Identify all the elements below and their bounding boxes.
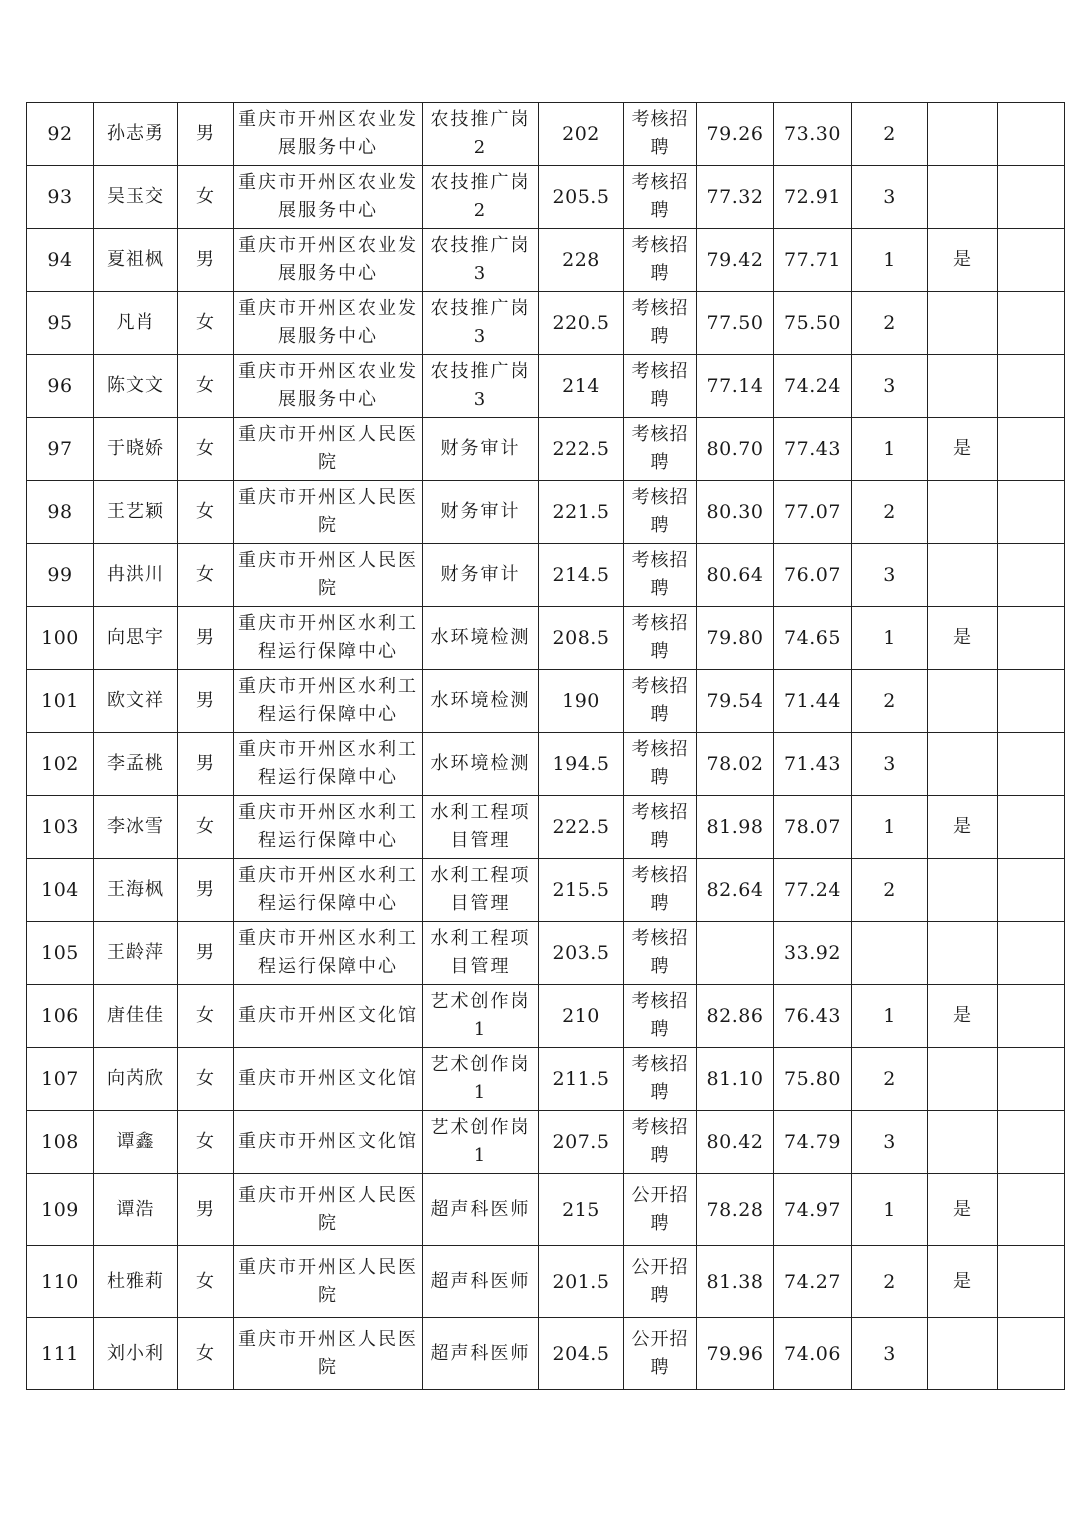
cell-gender: 女 [178, 166, 234, 229]
cell-post: 农技推广岗 3 [423, 292, 539, 355]
cell-recruit-method: 考核招聘 [624, 1111, 697, 1174]
cell-recruit-method: 考核招聘 [624, 733, 697, 796]
table-row [27, 670, 1065, 733]
cell-total-score: 76.43 [774, 985, 852, 1048]
cell-remark [998, 418, 1065, 481]
cell-interview-score: 79.80 [697, 607, 774, 670]
table-row [27, 103, 1065, 166]
cell-rank: 2 [852, 859, 928, 922]
cell-total-score: 78.07 [774, 796, 852, 859]
cell-total-score: 75.80 [774, 1048, 852, 1111]
cell-rank: 1 [852, 985, 928, 1048]
cell-post: 农技推广岗 3 [423, 355, 539, 418]
cell-interview-score [697, 922, 774, 985]
cell-recruit-method: 考核招聘 [624, 544, 697, 607]
cell-name: 夏祖枫 [94, 229, 178, 292]
cell-interview-score: 81.10 [697, 1048, 774, 1111]
cell-gender: 男 [178, 103, 234, 166]
cell-total-score: 74.97 [774, 1174, 852, 1246]
cell-physical-exam [928, 103, 998, 166]
cell-post: 财务审计 [423, 418, 539, 481]
cell-unit: 重庆市开州区人民医院 [234, 1174, 423, 1246]
cell-physical-exam [928, 733, 998, 796]
cell-recruit-method: 考核招聘 [624, 1048, 697, 1111]
cell-interview-score: 79.96 [697, 1318, 774, 1390]
cell-written-score: 214.5 [539, 544, 624, 607]
cell-gender: 女 [178, 1111, 234, 1174]
cell-interview-score: 82.86 [697, 985, 774, 1048]
cell-name: 谭鑫 [94, 1111, 178, 1174]
cell-gender: 男 [178, 922, 234, 985]
cell-total-score: 75.50 [774, 292, 852, 355]
cell-number: 98 [27, 481, 94, 544]
cell-post: 水利工程项目管理 [423, 922, 539, 985]
cell-post: 财务审计 [423, 544, 539, 607]
cell-rank: 2 [852, 1246, 928, 1318]
cell-recruit-method: 考核招聘 [624, 166, 697, 229]
cell-remark [998, 103, 1065, 166]
cell-interview-score: 79.54 [697, 670, 774, 733]
cell-interview-score: 77.32 [697, 166, 774, 229]
cell-gender: 女 [178, 418, 234, 481]
cell-written-score: 214 [539, 355, 624, 418]
cell-total-score: 71.43 [774, 733, 852, 796]
cell-written-score: 222.5 [539, 796, 624, 859]
cell-gender: 女 [178, 355, 234, 418]
cell-name: 王海枫 [94, 859, 178, 922]
cell-name: 向芮欣 [94, 1048, 178, 1111]
cell-physical-exam [928, 859, 998, 922]
cell-physical-exam [928, 292, 998, 355]
cell-number: 94 [27, 229, 94, 292]
cell-number: 109 [27, 1174, 94, 1246]
cell-total-score: 71.44 [774, 670, 852, 733]
cell-gender: 男 [178, 859, 234, 922]
cell-interview-score: 77.50 [697, 292, 774, 355]
cell-recruit-method: 公开招聘 [624, 1246, 697, 1318]
cell-post: 水环境检测 [423, 607, 539, 670]
cell-recruit-method: 考核招聘 [624, 922, 697, 985]
cell-remark [998, 229, 1065, 292]
cell-written-score: 228 [539, 229, 624, 292]
cell-total-score: 74.06 [774, 1318, 852, 1390]
cell-written-score: 207.5 [539, 1111, 624, 1174]
table-row [27, 859, 1065, 922]
cell-remark [998, 1318, 1065, 1390]
cell-interview-score: 80.42 [697, 1111, 774, 1174]
cell-written-score: 201.5 [539, 1246, 624, 1318]
cell-written-score: 211.5 [539, 1048, 624, 1111]
cell-rank: 2 [852, 670, 928, 733]
cell-recruit-method: 考核招聘 [624, 607, 697, 670]
table-row [27, 292, 1065, 355]
cell-post: 超声科医师 [423, 1246, 539, 1318]
cell-physical-exam [928, 922, 998, 985]
cell-recruit-method: 公开招聘 [624, 1174, 697, 1246]
cell-gender: 男 [178, 229, 234, 292]
cell-interview-score: 79.26 [697, 103, 774, 166]
cell-physical-exam [928, 355, 998, 418]
cell-rank: 3 [852, 1318, 928, 1390]
cell-total-score: 73.30 [774, 103, 852, 166]
cell-written-score: 194.5 [539, 733, 624, 796]
table-body [27, 103, 1065, 1390]
cell-gender: 女 [178, 985, 234, 1048]
cell-physical-exam: 是 [928, 796, 998, 859]
cell-total-score: 77.43 [774, 418, 852, 481]
cell-number: 104 [27, 859, 94, 922]
table-row [27, 796, 1065, 859]
cell-physical-exam: 是 [928, 418, 998, 481]
cell-total-score: 72.91 [774, 166, 852, 229]
cell-rank: 3 [852, 544, 928, 607]
cell-post: 水利工程项目管理 [423, 796, 539, 859]
cell-number: 93 [27, 166, 94, 229]
cell-interview-score: 80.70 [697, 418, 774, 481]
cell-interview-score: 77.14 [697, 355, 774, 418]
cell-written-score: 203.5 [539, 922, 624, 985]
cell-physical-exam [928, 1318, 998, 1390]
cell-rank: 1 [852, 229, 928, 292]
table-row [27, 418, 1065, 481]
cell-total-score: 77.71 [774, 229, 852, 292]
cell-name: 欧文祥 [94, 670, 178, 733]
cell-total-score: 33.92 [774, 922, 852, 985]
cell-physical-exam [928, 544, 998, 607]
cell-written-score: 208.5 [539, 607, 624, 670]
cell-total-score: 74.24 [774, 355, 852, 418]
cell-post: 艺术创作岗 1 [423, 985, 539, 1048]
cell-total-score: 76.07 [774, 544, 852, 607]
cell-total-score: 77.24 [774, 859, 852, 922]
cell-physical-exam [928, 1048, 998, 1111]
cell-total-score: 74.79 [774, 1111, 852, 1174]
cell-rank: 1 [852, 607, 928, 670]
cell-post: 超声科医师 [423, 1174, 539, 1246]
cell-remark [998, 859, 1065, 922]
cell-recruit-method: 考核招聘 [624, 481, 697, 544]
cell-number: 99 [27, 544, 94, 607]
cell-name: 吴玉交 [94, 166, 178, 229]
cell-unit: 重庆市开州区农业发展服务中心 [234, 166, 423, 229]
cell-number: 111 [27, 1318, 94, 1390]
cell-rank: 2 [852, 481, 928, 544]
cell-physical-exam: 是 [928, 607, 998, 670]
table-row [27, 1048, 1065, 1111]
cell-written-score: 204.5 [539, 1318, 624, 1390]
cell-unit: 重庆市开州区人民医院 [234, 418, 423, 481]
cell-unit: 重庆市开州区人民医院 [234, 544, 423, 607]
cell-remark [998, 355, 1065, 418]
cell-remark [998, 544, 1065, 607]
cell-remark [998, 1048, 1065, 1111]
table-row [27, 544, 1065, 607]
cell-physical-exam: 是 [928, 229, 998, 292]
cell-remark [998, 670, 1065, 733]
cell-written-score: 202 [539, 103, 624, 166]
table-row [27, 985, 1065, 1048]
cell-gender: 女 [178, 1318, 234, 1390]
cell-physical-exam [928, 166, 998, 229]
cell-recruit-method: 考核招聘 [624, 418, 697, 481]
cell-name: 冉洪川 [94, 544, 178, 607]
cell-post: 水环境检测 [423, 670, 539, 733]
cell-physical-exam: 是 [928, 1246, 998, 1318]
cell-number: 100 [27, 607, 94, 670]
cell-interview-score: 82.64 [697, 859, 774, 922]
cell-recruit-method: 考核招聘 [624, 103, 697, 166]
cell-number: 102 [27, 733, 94, 796]
cell-gender: 女 [178, 1246, 234, 1318]
cell-written-score: 221.5 [539, 481, 624, 544]
table-row [27, 1174, 1065, 1246]
cell-name: 陈文文 [94, 355, 178, 418]
cell-rank: 1 [852, 796, 928, 859]
cell-interview-score: 80.64 [697, 544, 774, 607]
cell-number: 107 [27, 1048, 94, 1111]
cell-number: 108 [27, 1111, 94, 1174]
table-row [27, 166, 1065, 229]
cell-name: 王艺颖 [94, 481, 178, 544]
cell-unit: 重庆市开州区水利工程运行保障中心 [234, 670, 423, 733]
cell-total-score: 74.65 [774, 607, 852, 670]
cell-remark [998, 1174, 1065, 1246]
cell-name: 于晓娇 [94, 418, 178, 481]
cell-interview-score: 81.98 [697, 796, 774, 859]
table-row [27, 1246, 1065, 1318]
cell-rank: 2 [852, 103, 928, 166]
cell-remark [998, 166, 1065, 229]
cell-name: 王龄萍 [94, 922, 178, 985]
cell-remark [998, 1111, 1065, 1174]
cell-written-score: 210 [539, 985, 624, 1048]
cell-unit: 重庆市开州区水利工程运行保障中心 [234, 922, 423, 985]
table-row [27, 229, 1065, 292]
cell-written-score: 215 [539, 1174, 624, 1246]
cell-unit: 重庆市开州区文化馆 [234, 1111, 423, 1174]
cell-gender: 女 [178, 481, 234, 544]
cell-rank: 3 [852, 733, 928, 796]
cell-unit: 重庆市开州区水利工程运行保障中心 [234, 859, 423, 922]
cell-remark [998, 292, 1065, 355]
cell-physical-exam: 是 [928, 1174, 998, 1246]
cell-remark [998, 733, 1065, 796]
cell-gender: 女 [178, 292, 234, 355]
cell-remark [998, 607, 1065, 670]
cell-written-score: 220.5 [539, 292, 624, 355]
table-row [27, 733, 1065, 796]
cell-gender: 女 [178, 1048, 234, 1111]
cell-unit: 重庆市开州区人民医院 [234, 1246, 423, 1318]
cell-physical-exam [928, 670, 998, 733]
cell-rank: 3 [852, 355, 928, 418]
cell-rank: 1 [852, 418, 928, 481]
cell-gender: 男 [178, 670, 234, 733]
cell-unit: 重庆市开州区人民医院 [234, 1318, 423, 1390]
cell-recruit-method: 公开招聘 [624, 1318, 697, 1390]
cell-physical-exam [928, 1111, 998, 1174]
table-row [27, 1318, 1065, 1390]
cell-interview-score: 78.02 [697, 733, 774, 796]
table-row [27, 922, 1065, 985]
cell-written-score: 190 [539, 670, 624, 733]
cell-interview-score: 80.30 [697, 481, 774, 544]
cell-name: 刘小利 [94, 1318, 178, 1390]
cell-interview-score: 81.38 [697, 1246, 774, 1318]
cell-gender: 男 [178, 733, 234, 796]
cell-post: 超声科医师 [423, 1318, 539, 1390]
cell-physical-exam [928, 481, 998, 544]
cell-remark [998, 1246, 1065, 1318]
cell-gender: 男 [178, 607, 234, 670]
cell-remark [998, 985, 1065, 1048]
cell-number: 101 [27, 670, 94, 733]
cell-unit: 重庆市开州区农业发展服务中心 [234, 103, 423, 166]
cell-number: 110 [27, 1246, 94, 1318]
cell-remark [998, 796, 1065, 859]
cell-post: 艺术创作岗 1 [423, 1048, 539, 1111]
cell-post: 水利工程项目管理 [423, 859, 539, 922]
cell-recruit-method: 考核招聘 [624, 796, 697, 859]
cell-recruit-method: 考核招聘 [624, 859, 697, 922]
cell-physical-exam: 是 [928, 985, 998, 1048]
results-table [26, 102, 1065, 1390]
cell-gender: 女 [178, 544, 234, 607]
table-row [27, 607, 1065, 670]
cell-unit: 重庆市开州区文化馆 [234, 985, 423, 1048]
cell-name: 李孟桃 [94, 733, 178, 796]
cell-total-score: 74.27 [774, 1246, 852, 1318]
cell-name: 向思宇 [94, 607, 178, 670]
cell-gender: 男 [178, 1174, 234, 1246]
cell-recruit-method: 考核招聘 [624, 670, 697, 733]
cell-number: 92 [27, 103, 94, 166]
cell-recruit-method: 考核招聘 [624, 985, 697, 1048]
cell-unit: 重庆市开州区农业发展服务中心 [234, 229, 423, 292]
cell-recruit-method: 考核招聘 [624, 292, 697, 355]
cell-post: 艺术创作岗 1 [423, 1111, 539, 1174]
cell-unit: 重庆市开州区农业发展服务中心 [234, 355, 423, 418]
cell-name: 李冰雪 [94, 796, 178, 859]
cell-name: 唐佳佳 [94, 985, 178, 1048]
table-row [27, 355, 1065, 418]
cell-written-score: 222.5 [539, 418, 624, 481]
cell-post: 财务审计 [423, 481, 539, 544]
cell-unit: 重庆市开州区文化馆 [234, 1048, 423, 1111]
cell-post: 水环境检测 [423, 733, 539, 796]
table-row [27, 481, 1065, 544]
cell-number: 97 [27, 418, 94, 481]
cell-rank: 1 [852, 1174, 928, 1246]
cell-unit: 重庆市开州区人民医院 [234, 481, 423, 544]
cell-post: 农技推广岗 3 [423, 229, 539, 292]
cell-number: 106 [27, 985, 94, 1048]
cell-number: 96 [27, 355, 94, 418]
cell-rank [852, 922, 928, 985]
cell-written-score: 215.5 [539, 859, 624, 922]
cell-unit: 重庆市开州区水利工程运行保障中心 [234, 733, 423, 796]
cell-post: 农技推广岗 2 [423, 166, 539, 229]
cell-rank: 2 [852, 1048, 928, 1111]
cell-unit: 重庆市开州区农业发展服务中心 [234, 292, 423, 355]
cell-written-score: 205.5 [539, 166, 624, 229]
cell-name: 孙志勇 [94, 103, 178, 166]
cell-gender: 女 [178, 796, 234, 859]
cell-post: 农技推广岗 2 [423, 103, 539, 166]
cell-number: 103 [27, 796, 94, 859]
cell-name: 凡肖 [94, 292, 178, 355]
cell-unit: 重庆市开州区水利工程运行保障中心 [234, 796, 423, 859]
cell-name: 杜雅莉 [94, 1246, 178, 1318]
cell-interview-score: 79.42 [697, 229, 774, 292]
cell-unit: 重庆市开州区水利工程运行保障中心 [234, 607, 423, 670]
cell-number: 105 [27, 922, 94, 985]
cell-remark [998, 481, 1065, 544]
cell-number: 95 [27, 292, 94, 355]
cell-recruit-method: 考核招聘 [624, 229, 697, 292]
cell-interview-score: 78.28 [697, 1174, 774, 1246]
cell-recruit-method: 考核招聘 [624, 355, 697, 418]
cell-total-score: 77.07 [774, 481, 852, 544]
table-row [27, 1111, 1065, 1174]
cell-rank: 2 [852, 292, 928, 355]
cell-rank: 3 [852, 166, 928, 229]
cell-rank: 3 [852, 1111, 928, 1174]
cell-remark [998, 922, 1065, 985]
cell-name: 谭浩 [94, 1174, 178, 1246]
